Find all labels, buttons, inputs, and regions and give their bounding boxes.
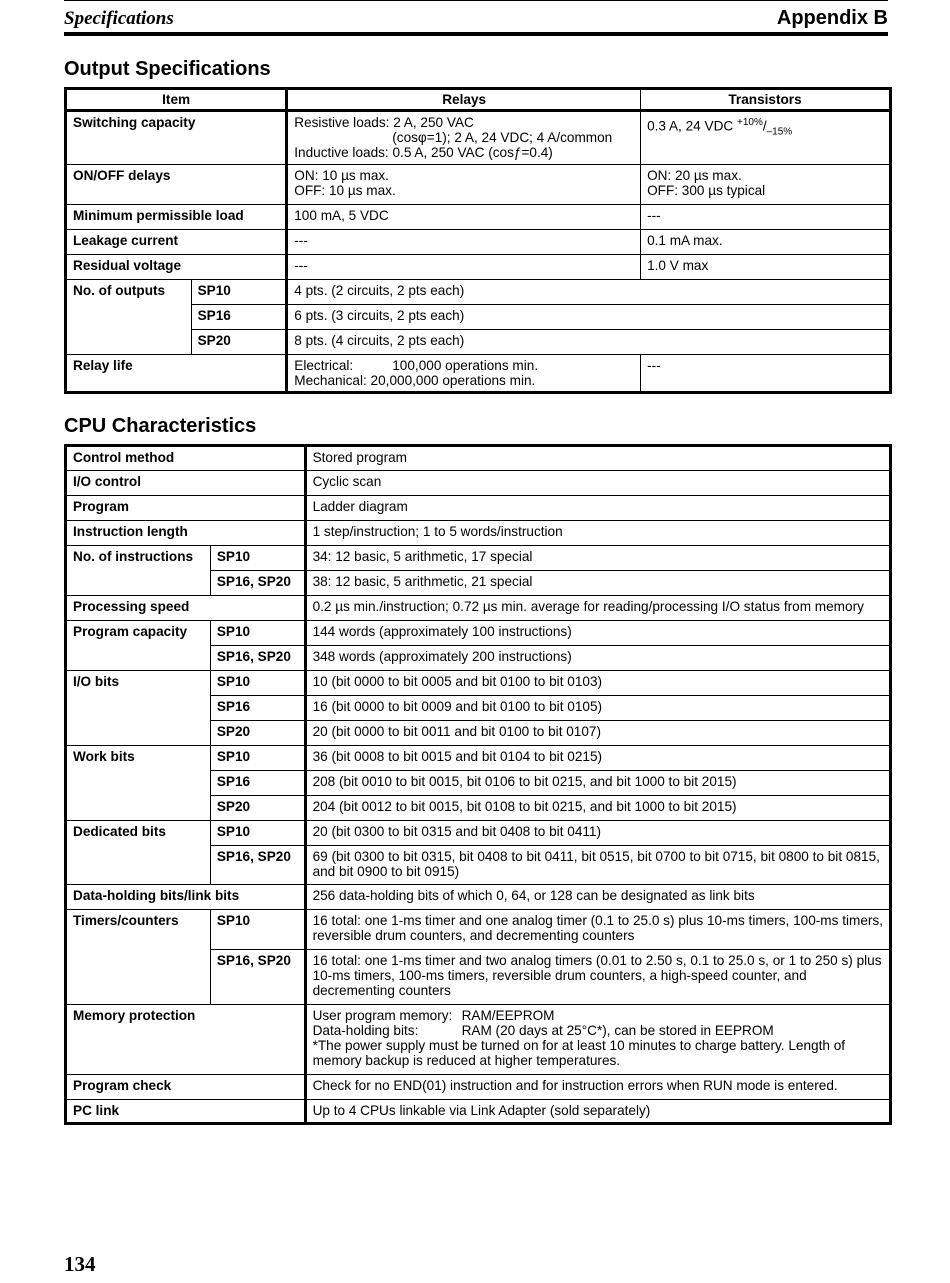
cell-value: Check for no END(01) instruction and for instruction errors when RUN mode is entered. (305, 1075, 890, 1100)
cell-text: 0.3 A, 24 VDC (647, 118, 737, 134)
model-label: SP10 (210, 671, 305, 696)
table-row (66, 885, 891, 910)
row-label: No. of instructions (66, 546, 211, 596)
row-label: Program check (66, 1075, 306, 1100)
cell-transistors: 0.3 A, 24 VDC $^{+10\%}/_{-15\%}$ (641, 111, 891, 165)
model-label: SP16, SP20 (210, 646, 305, 671)
row-label: Memory protection (66, 1005, 306, 1075)
cell-line: (cosφ=1); 2 A, 24 VDC; 4 A/common (392, 130, 613, 145)
cell-value: 16 (bit 0000 to bit 0009 and bit 0100 to bit 0105) (305, 696, 890, 721)
cell-value: 38: 12 basic, 5 arithmetic, 21 special (305, 571, 890, 596)
output-specs-title: Output Specifications (64, 58, 271, 80)
cell-sublabel: Electrical: (294, 358, 354, 373)
cell-transistors (641, 165, 891, 205)
model-label: SP20 (191, 330, 287, 355)
table-row (66, 230, 891, 255)
model-label: SP20 (210, 796, 305, 821)
table-row (66, 596, 891, 621)
row-label: I/O control (66, 471, 306, 496)
table-row (66, 546, 891, 571)
cell-line (313, 1023, 883, 1038)
cell-value (305, 1005, 890, 1075)
model-label: SP10 (210, 821, 305, 846)
col-header-transistors: Transistors (641, 89, 891, 111)
cell-line: Resistive loads: 2 A, 250 VAC (294, 115, 474, 130)
col-header-relays: Relays (287, 89, 641, 111)
cell-text: 100,000 operations min. (392, 358, 539, 373)
row-label: Leakage current (66, 230, 287, 255)
model-label: SP10 (210, 546, 305, 571)
cell-value: 0.2 µs min./instruction; 0.72 µs min. average for reading/processing I/O status from memory (305, 596, 890, 621)
table-row (66, 1100, 891, 1124)
row-label: Program capacity (66, 621, 211, 671)
model-label: SP16, SP20 (210, 846, 305, 885)
cell-line: Inductive loads: 0.5 A, 250 VAC (cosƒ=0.4) (294, 145, 553, 160)
cell-transistors: --- (641, 355, 891, 393)
row-label: Relay life (66, 355, 287, 393)
table-header-row (66, 89, 891, 111)
cell-line (294, 358, 634, 373)
cell-relays: --- (287, 230, 641, 255)
cell-line: OFF: 300 µs typical (647, 183, 766, 198)
table-row (66, 1075, 891, 1100)
cell-value: 16 total: one 1-ms timer and two analog timers (0.01 to 2.50 s, 0.1 to 25.0 s, or 1 to 250 s) plus 10-ms timers, 100-ms timers, reversible drum counters, a high-speed counter, and decrementing counters (305, 950, 890, 1005)
cell-value: 208 (bit 0010 to bit 0015, bit 0106 to bit 0215, and bit 1000 to bit 2015) (305, 771, 890, 796)
model-label: SP16, SP20 (210, 950, 305, 1005)
footnote: *The power supply must be turned on for at least 10 minutes to charge battery. Length of memory backup is reduced at higher temperatures. (312, 1038, 846, 1068)
model-label: SP10 (210, 746, 305, 771)
cell-sublabel: Data-holding bits: (312, 1023, 419, 1038)
cell-value: 1 step/instruction; 1 to 5 words/instruction (305, 521, 890, 546)
tolerance-minus: –15% (766, 126, 793, 138)
model-label: SP16, SP20 (210, 571, 305, 596)
col-header-item: Item (66, 89, 287, 111)
model-label: SP10 (191, 280, 287, 305)
cell-value: Ladder diagram (305, 496, 890, 521)
row-label: Data-holding bits/link bits (66, 885, 306, 910)
cell-line (313, 1008, 883, 1023)
row-label: Program (66, 496, 306, 521)
cell-transistors: 1.0 V max (641, 255, 891, 280)
table-row (66, 165, 891, 205)
cell-value: 204 (bit 0012 to bit 0015, bit 0108 to bit 0215, and bit 1000 to bit 2015) (305, 796, 890, 821)
cell-text: RAM/EEPROM (461, 1008, 555, 1023)
cell-transistors: 0.1 mA max. (641, 230, 891, 255)
tolerance-plus: +10% (736, 117, 763, 128)
cell-line: ON: 20 µs max. (647, 168, 742, 183)
cell-relays (287, 165, 641, 205)
row-label: Work bits (66, 746, 211, 821)
table-row (66, 621, 891, 646)
cell-value: 6 pts. (3 circuits, 2 pts each) (287, 305, 891, 330)
cell-value: 10 (bit 0000 to bit 0005 and bit 0100 to bit 0103) (305, 671, 890, 696)
model-label: SP16 (210, 696, 305, 721)
table-row (66, 496, 891, 521)
table-row (66, 205, 891, 230)
table-row (66, 446, 891, 471)
cpu-characteristics-table (64, 444, 892, 1125)
row-label: PC link (66, 1100, 306, 1124)
row-label: Minimum permissible load (66, 205, 287, 230)
table-row (66, 521, 891, 546)
cell-sublabel: User program memory: (312, 1008, 453, 1023)
table-row (66, 355, 891, 393)
page-header (64, 0, 888, 36)
cell-value: 8 pts. (4 circuits, 2 pts each) (287, 330, 891, 355)
table-row (66, 821, 891, 846)
cell-value: Stored program (305, 446, 890, 471)
model-label: SP10 (210, 621, 305, 646)
cell-value: Up to 4 CPUs linkable via Link Adapter (sold separately) (305, 1100, 890, 1124)
header-appendix-label: Appendix B (776, 7, 888, 29)
cell-line: OFF: 10 µs max. (294, 183, 396, 198)
row-label: Timers/counters (66, 910, 211, 1005)
cell-value: Cyclic scan (305, 471, 890, 496)
table-row (66, 746, 891, 771)
cell-value: 256 data-holding bits of which 0, 64, or 128 can be designated as link bits (305, 885, 890, 910)
row-label: Switching capacity (66, 111, 287, 165)
row-label: I/O bits (66, 671, 211, 746)
cell-value: 4 pts. (2 circuits, 2 pts each) (287, 280, 891, 305)
row-label: Instruction length (66, 521, 306, 546)
cell-line: ON: 10 µs max. (294, 168, 389, 183)
row-label: No. of outputs (66, 280, 192, 355)
cell-line: Mechanical: 20,000,000 operations min. (294, 373, 536, 388)
page-number: 134 (64, 1252, 96, 1276)
model-label: SP16 (210, 771, 305, 796)
table-row (66, 671, 891, 696)
cell-value: 144 words (approximately 100 instructions) (305, 621, 890, 646)
cell-relays: 100 mA, 5 VDC (287, 205, 641, 230)
row-label: Residual voltage (66, 255, 287, 280)
output-specs-table (64, 87, 892, 394)
table-row (66, 471, 891, 496)
table-row (66, 255, 891, 280)
cell-value: 16 total: one 1-ms timer and one analog timer (0.1 to 25.0 s) plus 10-ms timers, 100-ms timers, reversible drum counters, and decrementing counters (305, 910, 890, 950)
cpu-characteristics-title: CPU Characteristics (64, 415, 257, 437)
table-row (66, 111, 891, 165)
cell-relays (287, 355, 641, 393)
model-label: SP16 (191, 305, 287, 330)
row-label: Processing speed (66, 596, 306, 621)
cell-relays (287, 111, 641, 165)
row-label: ON/OFF delays (66, 165, 287, 205)
cell-transistors: --- (641, 205, 891, 230)
table-row (66, 910, 891, 950)
header-section-title: Specifications (64, 8, 174, 29)
table-row (66, 280, 891, 305)
cell-value: 69 (bit 0300 to bit 0315, bit 0408 to bit 0411, bit 0515, bit 0700 to bit 0715, bit 0800 to bit 0815, and bit 0900 to bit 0915) (305, 846, 890, 885)
cell-text: RAM (20 days at 25°C*), can be stored in EEPROM (461, 1023, 774, 1038)
cell-relays: --- (287, 255, 641, 280)
table-row (66, 1005, 891, 1075)
model-label: SP10 (210, 910, 305, 950)
cell-value: 348 words (approximately 200 instructions) (305, 646, 890, 671)
cell-value: 20 (bit 0300 to bit 0315 and bit 0408 to bit 0411) (305, 821, 890, 846)
model-label: SP20 (210, 721, 305, 746)
cell-value: 36 (bit 0008 to bit 0015 and bit 0104 to bit 0215) (305, 746, 890, 771)
cell-value: 34: 12 basic, 5 arithmetic, 17 special (305, 546, 890, 571)
row-label: Dedicated bits (66, 821, 211, 885)
cell-value: 20 (bit 0000 to bit 0011 and bit 0100 to bit 0107) (305, 721, 890, 746)
row-label: Control method (66, 446, 306, 471)
